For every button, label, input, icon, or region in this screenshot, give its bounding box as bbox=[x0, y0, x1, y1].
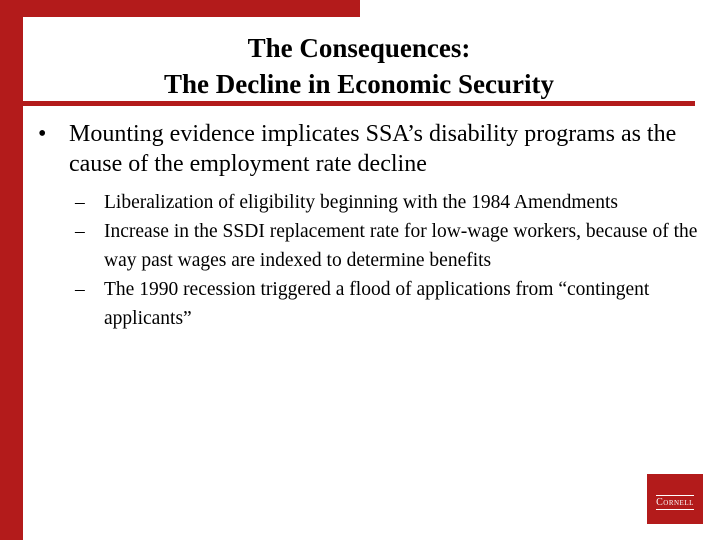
cornell-logo bbox=[647, 474, 703, 524]
sub-bullet-text: Increase in the SSDI replacement rate for low-wage workers, because of the way past wages are indexed to determine benefits bbox=[104, 221, 698, 271]
sub-bullet-item bbox=[75, 188, 708, 217]
sub-bullet-item bbox=[75, 275, 708, 333]
left-accent-bar bbox=[0, 0, 23, 540]
main-bullet-text: Mounting evidence implicates SSA’s disability programs as the cause of the employment rate decline bbox=[69, 121, 677, 177]
sub-bullet-item bbox=[75, 217, 708, 275]
title-line-2: The Decline in Economic Security bbox=[164, 69, 554, 99]
slide-body bbox=[38, 119, 708, 333]
title-line-1: The Consequences: bbox=[247, 33, 471, 63]
slide-title bbox=[23, 30, 695, 102]
bullet-dot-icon: • bbox=[38, 121, 47, 147]
sub-bullet-text: Liberalization of eligibility beginning with the 1984 Amendments bbox=[104, 192, 618, 213]
logo-text: Cornell bbox=[656, 496, 694, 508]
dash-icon: – bbox=[75, 192, 85, 213]
dash-icon: – bbox=[75, 279, 85, 300]
main-bullet bbox=[38, 119, 708, 179]
title-divider bbox=[23, 101, 695, 106]
sub-bullet-list bbox=[75, 188, 708, 333]
sub-bullet-text: The 1990 recession triggered a flood of applications from “contingent applicants” bbox=[104, 279, 650, 329]
top-accent-bar bbox=[0, 0, 360, 17]
dash-icon: – bbox=[75, 221, 85, 242]
